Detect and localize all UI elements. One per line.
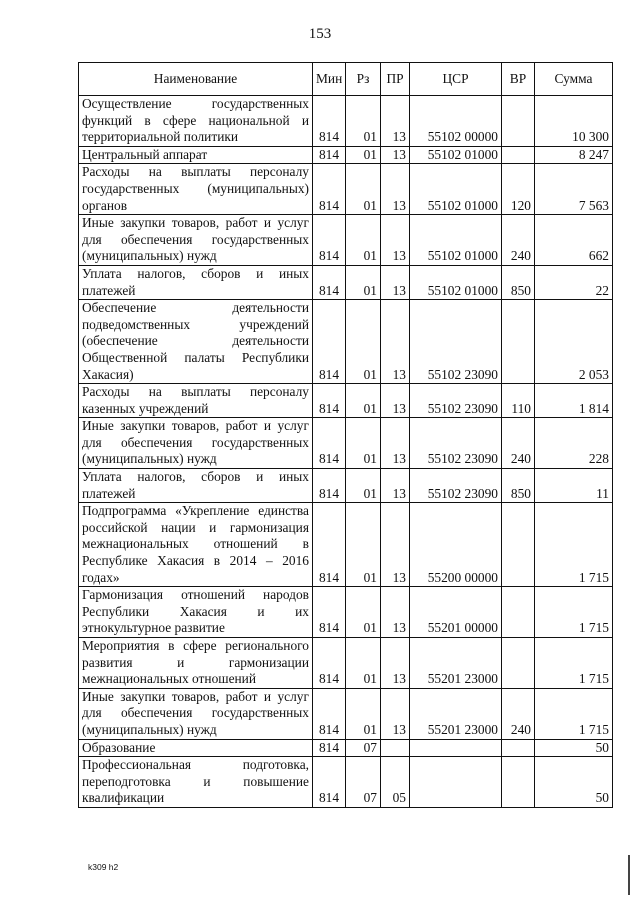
table-row [79, 384, 613, 418]
cell-name: Обеспечение деятельности подведомственных учреждений (обеспечение деятельности Общественной палаты Республики Хакасия) [79, 300, 313, 384]
cell-csr: 55102 23090 [410, 469, 502, 503]
page-number: 153 [308, 26, 332, 42]
cell-pr: 13 [381, 96, 410, 147]
cell-rz: 01 [346, 638, 381, 689]
cell-csr: 55102 01000 [410, 265, 502, 299]
cell-vr: 240 [502, 688, 535, 739]
cell-min: 814 [313, 503, 346, 587]
cell-rz: 07 [346, 757, 381, 808]
cell-vr: 850 [502, 469, 535, 503]
table-body [79, 96, 613, 808]
cell-min: 814 [313, 757, 346, 808]
cell-rz: 01 [346, 587, 381, 638]
cell-min: 814 [313, 418, 346, 469]
header-name: Наименование [79, 63, 313, 96]
cell-pr: 13 [381, 146, 410, 164]
table-row [79, 300, 613, 384]
cell-csr: 55201 23000 [410, 688, 502, 739]
cell-vr [502, 587, 535, 638]
cell-vr: 850 [502, 265, 535, 299]
cell-sum: 1 715 [535, 587, 613, 638]
table-row [79, 265, 613, 299]
table-row [79, 146, 613, 164]
cell-min: 814 [313, 215, 346, 266]
cell-name: Расходы на выплаты персоналу государственных (муниципальных) органов [79, 164, 313, 215]
cell-rz: 01 [346, 384, 381, 418]
cell-vr [502, 503, 535, 587]
cell-vr: 110 [502, 384, 535, 418]
table-row [79, 757, 613, 808]
cell-pr: 13 [381, 265, 410, 299]
cell-pr [381, 739, 410, 757]
cell-sum: 1 715 [535, 688, 613, 739]
cell-rz: 01 [346, 146, 381, 164]
cell-csr: 55102 00000 [410, 96, 502, 147]
cell-name: Иные закупки товаров, работ и услуг для обеспечения государственных (муниципальных) нужд [79, 688, 313, 739]
cell-pr: 13 [381, 469, 410, 503]
cell-rz: 01 [346, 300, 381, 384]
header-rz: Рз [346, 63, 381, 96]
cell-pr: 13 [381, 300, 410, 384]
cell-rz: 01 [346, 503, 381, 587]
cell-sum: 50 [535, 739, 613, 757]
cell-min: 814 [313, 96, 346, 147]
cell-min: 814 [313, 469, 346, 503]
cell-min: 814 [313, 587, 346, 638]
cell-pr: 13 [381, 587, 410, 638]
cell-rz: 01 [346, 215, 381, 266]
cell-csr: 55102 23090 [410, 300, 502, 384]
cell-name: Гармонизация отношений народов Республики Хакасия и их этнокультурное развитие [79, 587, 313, 638]
header-pr: ПР [381, 63, 410, 96]
cell-name: Уплата налогов, сборов и иных платежей [79, 265, 313, 299]
cell-vr [502, 300, 535, 384]
table-row [79, 96, 613, 147]
cell-vr [502, 757, 535, 808]
cell-rz: 01 [346, 96, 381, 147]
cell-sum: 8 247 [535, 146, 613, 164]
table-row [79, 587, 613, 638]
table-row [79, 638, 613, 689]
cell-vr [502, 96, 535, 147]
cell-name: Центральный аппарат [79, 146, 313, 164]
table-row [79, 215, 613, 266]
cell-rz: 07 [346, 739, 381, 757]
cell-sum: 50 [535, 757, 613, 808]
cell-min: 814 [313, 688, 346, 739]
cell-csr: 55102 01000 [410, 164, 502, 215]
cell-pr: 05 [381, 757, 410, 808]
footer-code: k309 h2 [88, 862, 119, 872]
cell-sum: 11 [535, 469, 613, 503]
cell-csr: 55102 01000 [410, 215, 502, 266]
cell-name: Уплата налогов, сборов и иных платежей [79, 469, 313, 503]
cell-min: 814 [313, 146, 346, 164]
cell-name: Иные закупки товаров, работ и услуг для обеспечения государственных (муниципальных) нужд [79, 215, 313, 266]
cell-rz: 01 [346, 418, 381, 469]
cell-pr: 13 [381, 384, 410, 418]
cell-pr: 13 [381, 215, 410, 266]
cell-min: 814 [313, 638, 346, 689]
cell-pr: 13 [381, 503, 410, 587]
cell-vr: 120 [502, 164, 535, 215]
cell-sum: 22 [535, 265, 613, 299]
cell-min: 814 [313, 164, 346, 215]
cell-sum: 2 053 [535, 300, 613, 384]
header-min: Мин [313, 63, 346, 96]
cell-csr: 55200 00000 [410, 503, 502, 587]
cell-name: Осуществление государственных функций в сфере национальной и территориальной политики [79, 96, 313, 147]
cell-vr [502, 146, 535, 164]
cell-vr [502, 739, 535, 757]
header-sum: Сумма [535, 63, 613, 96]
cell-sum: 7 563 [535, 164, 613, 215]
cell-name: Иные закупки товаров, работ и услуг для обеспечения государственных (муниципальных) нужд [79, 418, 313, 469]
header-csr: ЦСР [410, 63, 502, 96]
cell-csr [410, 739, 502, 757]
cell-name: Подпрограмма «Укрепление единства российской нации и гармонизация межнациональных отношений в Республике Хакасия в 2014 – 2016 годах» [79, 503, 313, 587]
cell-csr: 55201 23000 [410, 638, 502, 689]
cell-csr: 55102 23090 [410, 418, 502, 469]
table-row [79, 418, 613, 469]
scan-edge-mark [628, 855, 630, 895]
cell-pr: 13 [381, 688, 410, 739]
table-row [79, 688, 613, 739]
cell-name: Профессиональная подготовка, переподготовка и повышение квалификации [79, 757, 313, 808]
cell-rz: 01 [346, 265, 381, 299]
cell-min: 814 [313, 739, 346, 757]
cell-vr: 240 [502, 418, 535, 469]
cell-rz: 01 [346, 164, 381, 215]
cell-vr [502, 638, 535, 689]
cell-sum: 228 [535, 418, 613, 469]
cell-name: Образование [79, 739, 313, 757]
cell-min: 814 [313, 300, 346, 384]
table-header-row [79, 63, 613, 96]
cell-rz: 01 [346, 688, 381, 739]
cell-min: 814 [313, 265, 346, 299]
header-vr: ВР [502, 63, 535, 96]
cell-pr: 13 [381, 418, 410, 469]
cell-csr: 55201 00000 [410, 587, 502, 638]
table-row [79, 739, 613, 757]
cell-sum: 1 715 [535, 638, 613, 689]
cell-vr: 240 [502, 215, 535, 266]
cell-min: 814 [313, 384, 346, 418]
cell-sum: 10 300 [535, 96, 613, 147]
cell-csr: 55102 23090 [410, 384, 502, 418]
cell-sum: 662 [535, 215, 613, 266]
table-row [79, 164, 613, 215]
budget-table [78, 62, 613, 808]
cell-pr: 13 [381, 164, 410, 215]
cell-csr: 55102 01000 [410, 146, 502, 164]
table-row [79, 469, 613, 503]
cell-name: Расходы на выплаты персоналу казенных учреждений [79, 384, 313, 418]
cell-csr [410, 757, 502, 808]
cell-name: Мероприятия в сфере регионального развития и гармонизации межнациональных отношений [79, 638, 313, 689]
cell-sum: 1 715 [535, 503, 613, 587]
cell-pr: 13 [381, 638, 410, 689]
cell-sum: 1 814 [535, 384, 613, 418]
cell-rz: 01 [346, 469, 381, 503]
table-row [79, 503, 613, 587]
